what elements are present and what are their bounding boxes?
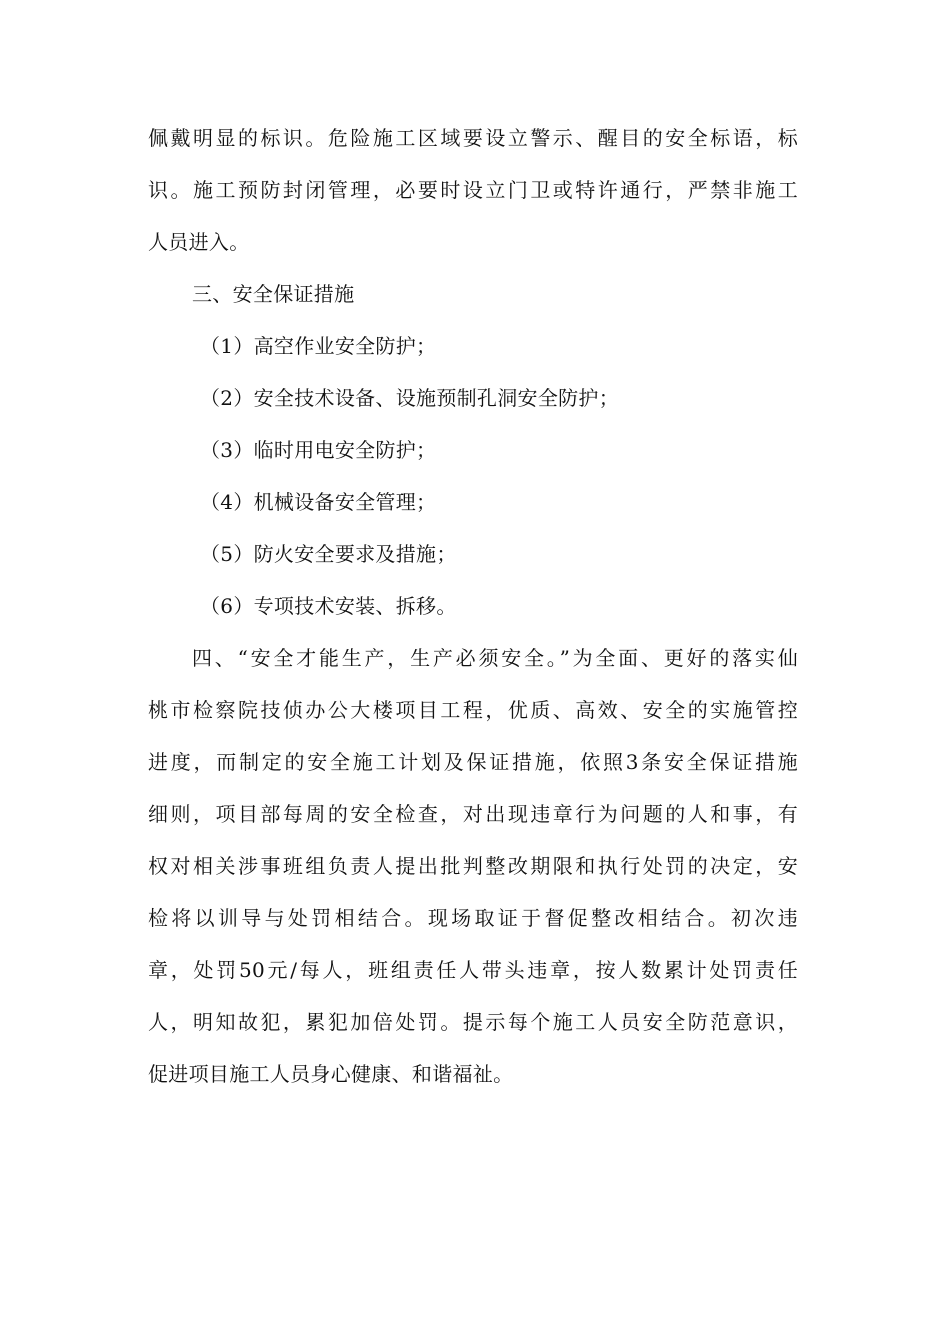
paragraph-line: 细则，项目部每周的安全检查，对出现违章行为问题的人和事，有 [148, 802, 798, 826]
list-item: （3）临时用电安全防护； [200, 438, 437, 462]
paragraph-line: 佩戴明显的标识。危险施工区域要设立警示、醒目的安全标语，标 [148, 126, 798, 150]
paragraph-line: 进度，而制定的安全施工计划及保证措施，依照3条安全保证措施 [148, 750, 798, 774]
paragraph-line: 促进项目施工人员身心健康、和谐福祉。 [148, 1062, 514, 1086]
paragraph-line: 权对相关涉事班组负责人提出批判整改期限和执行处罚的决定，安 [148, 854, 798, 878]
paragraph-line: 人员进入。 [148, 230, 250, 254]
paragraph-line: 章，处罚50元/每人，班组责任人带头违章，按人数累计处罚责任 [148, 958, 798, 982]
list-item: （4）机械设备安全管理； [200, 490, 437, 514]
section-heading: 四、“安全才能生产，生产必须安全。”为全面、更好的落实仙 [192, 646, 798, 670]
list-item: （1）高空作业安全防护； [200, 334, 437, 358]
section-heading: 三、安全保证措施 [192, 282, 355, 306]
paragraph-line: 识。施工预防封闭管理，必要时设立门卫或特许通行，严禁非施工 [148, 178, 798, 202]
paragraph-line: 人，明知故犯，累犯加倍处罚。提示每个施工人员安全防范意识， [148, 1010, 798, 1034]
paragraph-line: 桃市检察院技侦办公大楼项目工程，优质、高效、安全的实施管控 [148, 698, 798, 722]
list-item: （5）防火安全要求及措施； [200, 542, 457, 566]
paragraph-line: 检将以训导与处罚相结合。现场取证于督促整改相结合。初次违 [148, 906, 798, 930]
list-item: （2）安全技术设备、设施预制孔洞安全防护； [200, 386, 620, 410]
list-item: （6）专项技术安装、拆移。 [200, 594, 457, 618]
